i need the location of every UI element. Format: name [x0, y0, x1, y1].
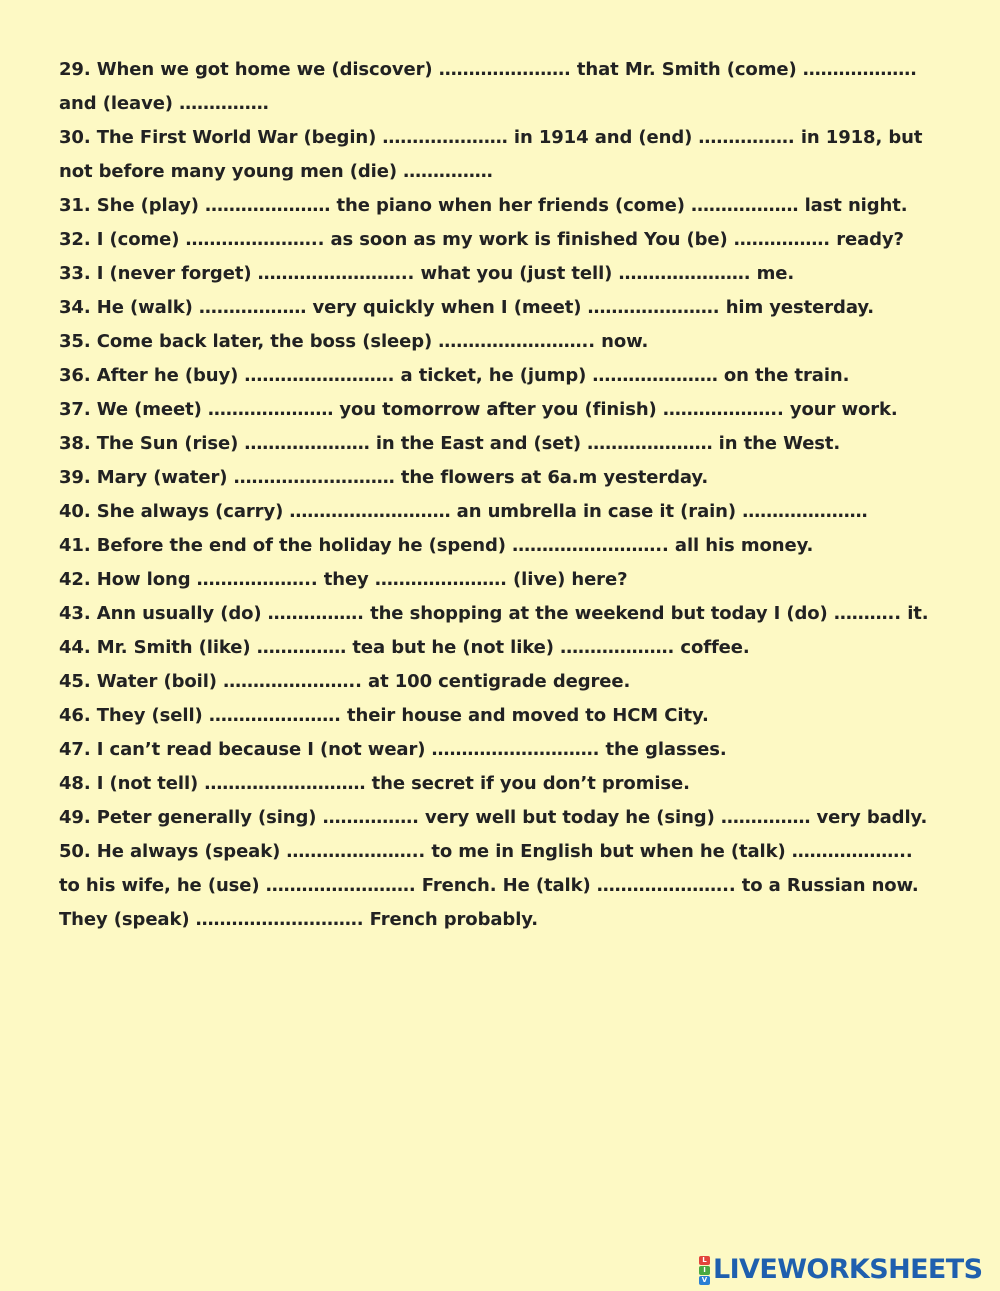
exercise-45: 45. Water (boil) ………………….. at 100 centigrade degree.: [59, 671, 631, 692]
exercise-34: 34. He (walk) ……………… very quickly when I (meet) …………………. him yesterday.: [59, 297, 875, 318]
exercise-39: 39. Mary (water) ……………………… the flowers at 6a.m yesterday.: [59, 467, 709, 488]
logo-mark-l: L: [699, 1256, 710, 1265]
exercise-47: 47. I can’t read because I (not wear) ………………………. the glasses.: [59, 739, 727, 760]
exercise-48: 48. I (not tell) ……………………… the secret if you don’t promise.: [59, 773, 690, 794]
exercise-31: 31. She (play) ………………… the piano when her friends (come) ……………… last night.: [59, 195, 908, 216]
exercise-44: 44. Mr. Smith (like) …………… tea but he (not like) ………………. coffee.: [59, 637, 750, 658]
exercise-29: 29. When we got home we (discover) …………………. that Mr. Smith (come) ………………. and (leave) ……………: [59, 59, 917, 114]
exercise-37: 37. We (meet) ………………… you tomorrow after you (finish) ……………….. your work.: [59, 399, 898, 420]
exercise-33: 33. I (never forget) …………………….. what you (just tell) …………………. me.: [59, 263, 795, 284]
liveworksheets-logo[interactable]: [699, 1254, 982, 1286]
exercise-46: 46. They (sell) …………………. their house and moved to HCM City.: [59, 705, 709, 726]
exercise-35: 35. Come back later, the boss (sleep) …………………….. now.: [59, 331, 649, 352]
logo-mark-icon: [699, 1256, 710, 1285]
exercise-40: 40. She always (carry) ……………………… an umbrella in case it (rain) …………………: [59, 501, 868, 522]
logo-mark-i: I: [699, 1266, 710, 1275]
logo-wordmark: LIVEWORKSHEETS: [713, 1254, 983, 1285]
exercise-50: 50. He always (speak) ………………….. to me in English but when he (talk) ……………….. to his wife, he (use) ……………………. French. He (talk) ………………….. to a Russian now. They (speak) ………………………. French probably.: [59, 841, 919, 930]
exercise-32: 32. I (come) ………………….. as soon as my work is finished You (be) ……………. ready?: [59, 229, 904, 250]
exercise-30: 30. The First World War (begin) ………………… in 1914 and (end) ……………. in 1918, but not before many young men (die) ……………: [59, 127, 923, 182]
logo-mark-v: V: [699, 1276, 710, 1285]
exercise-list: [59, 53, 939, 937]
exercise-36: 36. After he (buy) ……………………. a ticket, he (jump) ………………… on the train.: [59, 365, 850, 386]
exercise-49: 49. Peter generally (sing) ……………. very well but today he (sing) …………… very badly.: [59, 807, 928, 828]
exercise-42: 42. How long ……………….. they …………………. (live) here?: [59, 569, 628, 590]
exercise-38: 38. The Sun (rise) ………………… in the East and (set) ………………… in the West.: [59, 433, 841, 454]
exercise-41: 41. Before the end of the holiday he (spend) …………………….. all his money.: [59, 535, 814, 556]
exercise-43: 43. Ann usually (do) ……………. the shopping at the weekend but today I (do) ……….. it.: [59, 603, 929, 624]
